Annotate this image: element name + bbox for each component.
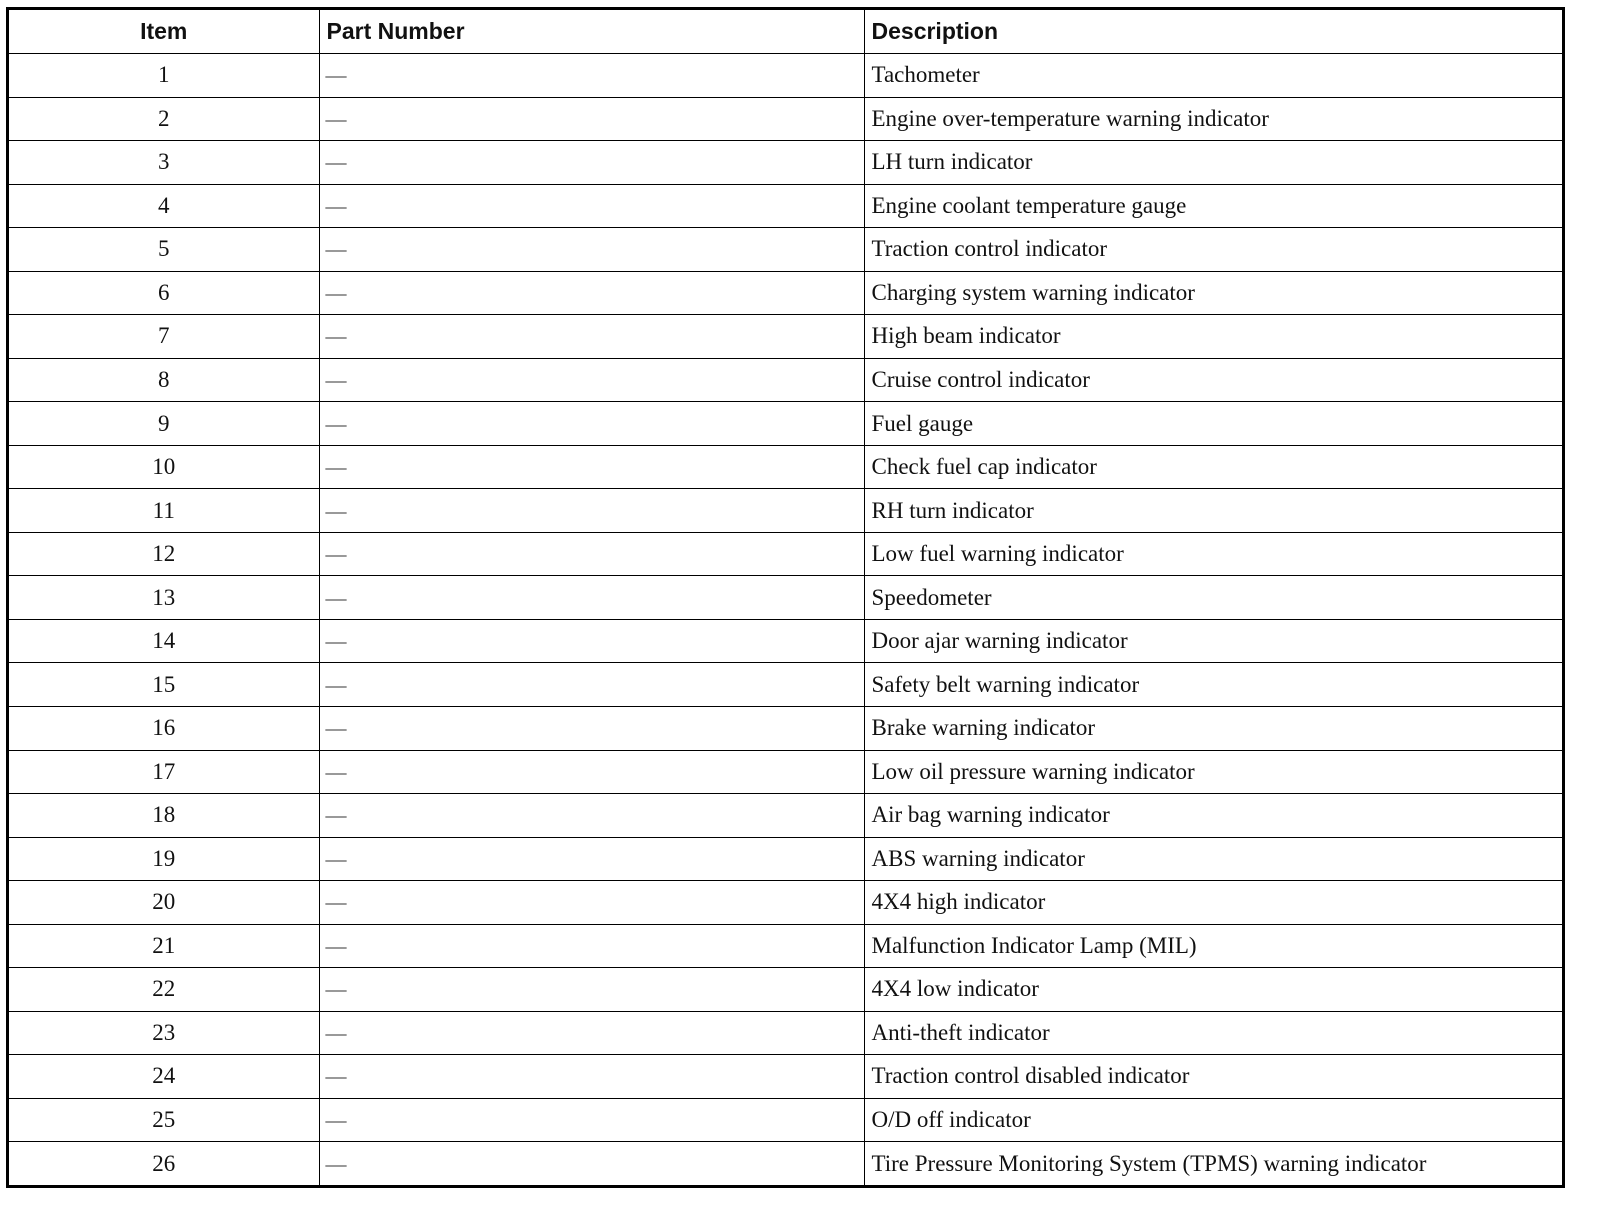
item-number-cell: 2: [9, 97, 319, 141]
table-row: [9, 271, 1562, 315]
part-number-cell: [319, 228, 864, 272]
item-number-cell: 7: [9, 315, 319, 359]
item-number-cell: 26: [9, 1142, 319, 1185]
item-number-cell: 24: [9, 1055, 319, 1099]
part-number-cell: [319, 445, 864, 489]
description-cell: Speedometer: [864, 576, 1562, 620]
part-number-dash: —: [325, 716, 347, 741]
part-number-dash: —: [325, 585, 347, 610]
table-row: [9, 445, 1562, 489]
part-number-dash: —: [325, 455, 347, 480]
description-cell: Traction control disabled indicator: [864, 1055, 1562, 1099]
part-number-cell: [319, 532, 864, 576]
item-number-cell: 17: [9, 750, 319, 794]
description-cell: Fuel gauge: [864, 402, 1562, 446]
header-item: Item: [9, 10, 319, 54]
part-number-dash: —: [325, 672, 347, 697]
table-row: [9, 1011, 1562, 1055]
part-number-dash: —: [325, 150, 347, 175]
table-header-row: [9, 10, 1562, 54]
table-row: [9, 228, 1562, 272]
part-number-dash: —: [325, 237, 347, 262]
description-cell: 4X4 low indicator: [864, 968, 1562, 1012]
item-number-cell: 8: [9, 358, 319, 402]
table-row: [9, 750, 1562, 794]
part-number-cell: [319, 402, 864, 446]
part-number-dash: —: [325, 846, 347, 871]
part-number-dash: —: [325, 1020, 347, 1045]
part-number-cell: [319, 54, 864, 98]
part-number-cell: [319, 184, 864, 228]
table-row: [9, 706, 1562, 750]
description-cell: Cruise control indicator: [864, 358, 1562, 402]
description-cell: Anti-theft indicator: [864, 1011, 1562, 1055]
part-number-dash: —: [325, 324, 347, 349]
part-number-cell: [319, 968, 864, 1012]
part-number-cell: [319, 881, 864, 925]
part-number-dash: —: [325, 803, 347, 828]
item-number-cell: 4: [9, 184, 319, 228]
part-number-dash: —: [325, 977, 347, 1002]
table-row: [9, 619, 1562, 663]
item-number-cell: 22: [9, 968, 319, 1012]
description-cell: ABS warning indicator: [864, 837, 1562, 881]
part-number-cell: [319, 794, 864, 838]
item-number-cell: 3: [9, 141, 319, 185]
parts-table: [9, 10, 1562, 1185]
table-row: [9, 1142, 1562, 1185]
part-number-dash: —: [325, 106, 347, 131]
table-row: [9, 141, 1562, 185]
part-number-cell: [319, 706, 864, 750]
header-description: Description: [864, 10, 1562, 54]
item-number-cell: 10: [9, 445, 319, 489]
table-row: [9, 968, 1562, 1012]
part-number-cell: [319, 1142, 864, 1185]
item-number-cell: 25: [9, 1098, 319, 1142]
table-body: [9, 54, 1562, 1186]
part-number-cell: [319, 489, 864, 533]
item-number-cell: 20: [9, 881, 319, 925]
part-number-cell: [319, 358, 864, 402]
description-cell: Low fuel warning indicator: [864, 532, 1562, 576]
item-number-cell: 5: [9, 228, 319, 272]
table-row: [9, 97, 1562, 141]
table-row: [9, 881, 1562, 925]
table-row: [9, 576, 1562, 620]
part-number-cell: [319, 1098, 864, 1142]
part-number-dash: —: [325, 63, 347, 88]
description-cell: O/D off indicator: [864, 1098, 1562, 1142]
item-number-cell: 11: [9, 489, 319, 533]
description-cell: LH turn indicator: [864, 141, 1562, 185]
part-number-cell: [319, 619, 864, 663]
item-number-cell: 14: [9, 619, 319, 663]
description-cell: Air bag warning indicator: [864, 794, 1562, 838]
header-part-number: Part Number: [319, 10, 864, 54]
part-number-dash: —: [325, 629, 347, 654]
item-number-cell: 21: [9, 924, 319, 968]
description-cell: RH turn indicator: [864, 489, 1562, 533]
part-number-dash: —: [325, 367, 347, 392]
part-number-cell: [319, 750, 864, 794]
table-row: [9, 184, 1562, 228]
part-number-cell: [319, 315, 864, 359]
part-number-dash: —: [325, 1151, 347, 1176]
part-number-cell: [319, 1011, 864, 1055]
description-cell: Charging system warning indicator: [864, 271, 1562, 315]
description-cell: 4X4 high indicator: [864, 881, 1562, 925]
item-number-cell: 23: [9, 1011, 319, 1055]
item-number-cell: 15: [9, 663, 319, 707]
description-cell: Check fuel cap indicator: [864, 445, 1562, 489]
description-cell: Tire Pressure Monitoring System (TPMS) warning indicator: [864, 1142, 1562, 1185]
description-cell: Engine over-temperature warning indicator: [864, 97, 1562, 141]
part-number-dash: —: [325, 542, 347, 567]
item-number-cell: 9: [9, 402, 319, 446]
part-number-dash: —: [325, 933, 347, 958]
table-row: [9, 1098, 1562, 1142]
part-number-dash: —: [325, 759, 347, 784]
part-number-cell: [319, 576, 864, 620]
part-number-cell: [319, 141, 864, 185]
table-row: [9, 489, 1562, 533]
description-cell: Safety belt warning indicator: [864, 663, 1562, 707]
table-row: [9, 663, 1562, 707]
part-number-cell: [319, 271, 864, 315]
table-row: [9, 837, 1562, 881]
part-number-cell: [319, 924, 864, 968]
item-number-cell: 18: [9, 794, 319, 838]
table-row: [9, 794, 1562, 838]
part-number-dash: —: [325, 280, 347, 305]
item-number-cell: 12: [9, 532, 319, 576]
part-number-dash: —: [325, 498, 347, 523]
table-row: [9, 532, 1562, 576]
description-cell: Traction control indicator: [864, 228, 1562, 272]
part-number-cell: [319, 663, 864, 707]
item-number-cell: 1: [9, 54, 319, 98]
description-cell: Low oil pressure warning indicator: [864, 750, 1562, 794]
part-number-dash: —: [325, 411, 347, 436]
description-cell: High beam indicator: [864, 315, 1562, 359]
part-number-cell: [319, 1055, 864, 1099]
part-number-dash: —: [325, 890, 347, 915]
part-number-cell: [319, 837, 864, 881]
table-row: [9, 1055, 1562, 1099]
table-row: [9, 315, 1562, 359]
table-row: [9, 402, 1562, 446]
item-number-cell: 16: [9, 706, 319, 750]
item-number-cell: 13: [9, 576, 319, 620]
description-cell: Tachometer: [864, 54, 1562, 98]
table-row: [9, 54, 1562, 98]
description-cell: Malfunction Indicator Lamp (MIL): [864, 924, 1562, 968]
part-number-dash: —: [325, 1108, 347, 1133]
table-row: [9, 358, 1562, 402]
part-number-dash: —: [325, 193, 347, 218]
description-cell: Brake warning indicator: [864, 706, 1562, 750]
part-number-cell: [319, 97, 864, 141]
table-row: [9, 924, 1562, 968]
parts-table-container: [6, 7, 1565, 1188]
item-number-cell: 19: [9, 837, 319, 881]
description-cell: Engine coolant temperature gauge: [864, 184, 1562, 228]
item-number-cell: 6: [9, 271, 319, 315]
part-number-dash: —: [325, 1064, 347, 1089]
description-cell: Door ajar warning indicator: [864, 619, 1562, 663]
